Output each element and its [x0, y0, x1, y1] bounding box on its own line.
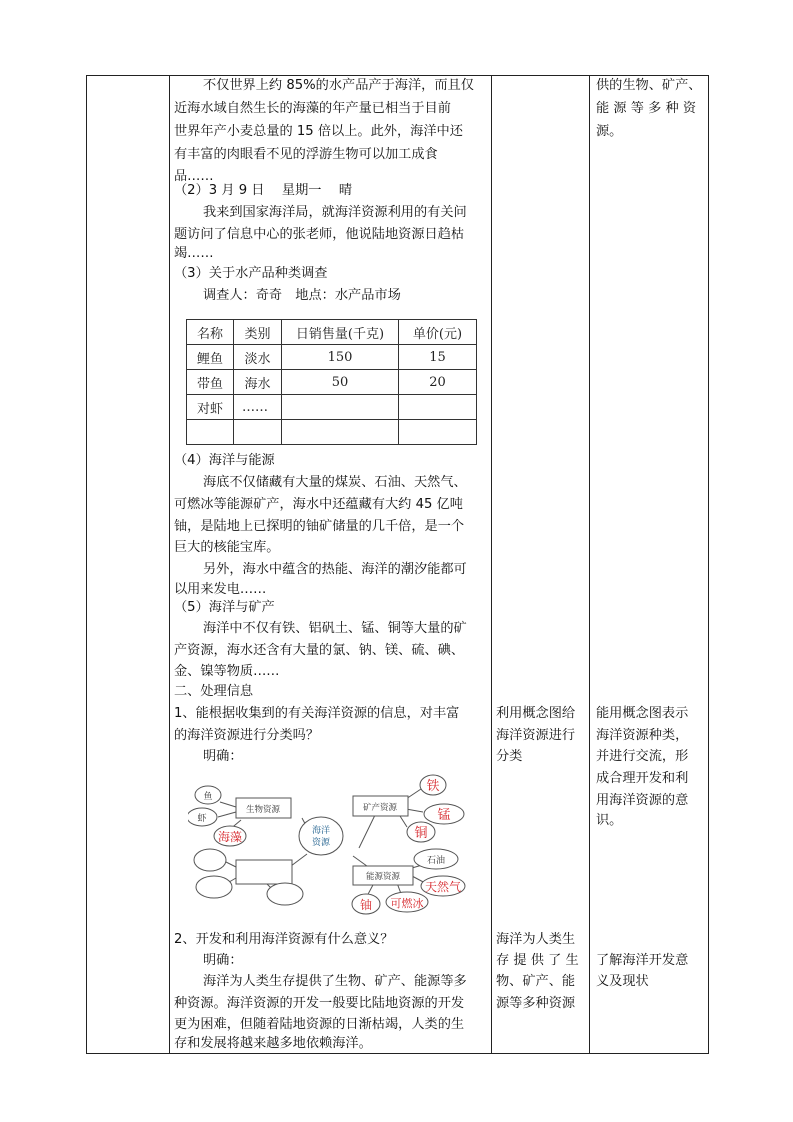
- table-cell: 鲤鱼: [187, 345, 234, 370]
- text-line: 我来到国家海洋局，就海洋资源利用的有关问: [203, 205, 467, 220]
- text-line: 巨大的核能宝库。: [174, 540, 280, 555]
- intent-line: 能用概念图表示: [596, 706, 689, 721]
- combustible-ice-label: 可燃冰: [390, 897, 424, 910]
- table-cell: 海水: [234, 370, 282, 395]
- table-cell: [282, 420, 399, 445]
- intent-line: 成合理开发和利: [596, 771, 689, 786]
- intent-line: 供的生物、矿产、: [596, 78, 702, 93]
- center-label: 海洋: [311, 826, 331, 836]
- iron-label: 铁: [426, 779, 440, 794]
- activity-line: 海洋资源进行: [496, 728, 576, 743]
- bio-resources-label: 生物资源: [245, 805, 281, 815]
- text-line: 题访问了信息中心的张老师，他说陆地资源日趋枯: [174, 227, 465, 242]
- text-line: 铀，是陆地上已探明的铀矿储量的几千倍，是一个: [174, 519, 465, 534]
- activity-line: 海洋为人类生: [496, 932, 576, 947]
- table-cell: 带鱼: [187, 370, 234, 395]
- section-heading: （5）海洋与矿产: [174, 600, 275, 615]
- manganese-label: 锰: [437, 808, 451, 823]
- table-cell: [399, 420, 477, 445]
- activity-line: 分类: [496, 749, 523, 764]
- text-line: 海洋为人类生存提供了生物、矿产、能源等多: [203, 974, 467, 989]
- text-line: 竭……: [174, 246, 214, 261]
- column-header: 名称: [187, 320, 234, 345]
- table-cell: ……: [234, 395, 282, 420]
- text-line: 品……: [174, 169, 214, 184]
- answer-label: 明确：: [203, 749, 243, 764]
- seaweed-label: 海藻: [217, 830, 243, 844]
- copper-label: 铜: [414, 826, 428, 841]
- text-line: 可燃冰等能源矿产，海水中还蕴藏有大约 45 亿吨: [174, 497, 463, 512]
- text-line: 世界年产小麦总量的 15 倍以上。此外，海洋中还: [174, 124, 463, 139]
- text-line: 产资源，海水还含有大量的氯、钠、镁、硫、碘、: [174, 643, 465, 658]
- table-header-row: [187, 320, 477, 345]
- column-divider: [169, 76, 170, 1053]
- text-line: 金、镍等物质……: [174, 664, 280, 679]
- text-line: 调查人：奇奇 地点：水产品市场: [203, 288, 401, 303]
- intent-line: 海洋资源种类，: [596, 728, 689, 743]
- question-line: 2、开发和利用海洋资源有什么意义？: [174, 932, 394, 947]
- activity-line: 源等多种资源: [496, 996, 576, 1011]
- intent-line: 了解海洋开发意: [596, 953, 689, 968]
- table-cell: 15: [399, 345, 477, 370]
- column-header: 类别: [234, 320, 282, 345]
- aquatic-survey-table: [186, 319, 477, 445]
- text-line: 种资源。海洋资源的开发一般要比陆地资源的开发: [174, 996, 465, 1011]
- table-cell: [234, 420, 282, 445]
- text-line: 海洋中不仅有铁、铝矾土、锰、铜等大量的矿: [203, 621, 467, 636]
- intent-line: 源。: [596, 124, 623, 139]
- text-line: 更为困难，但随着陆地资源的日渐枯竭，人类的生: [174, 1017, 465, 1032]
- table-cell: 150: [282, 345, 399, 370]
- column-divider: [491, 76, 492, 1053]
- intent-line: 义及现状: [596, 974, 649, 989]
- column-divider: [589, 76, 590, 1053]
- column-header: 单价(元): [399, 320, 477, 345]
- activity-line: 利用概念图给: [496, 706, 576, 721]
- section-heading: （3）关于水产品种类调查: [174, 266, 328, 281]
- table-cell: [282, 395, 399, 420]
- part-heading: 二、处理信息: [174, 684, 254, 699]
- section-heading: （2）3 月 9 日 星期一 晴: [174, 183, 353, 198]
- table-cell: 对虾: [187, 395, 234, 420]
- table-cell: [187, 420, 234, 445]
- table-row: [187, 420, 477, 445]
- activity-line: 存 提 供 了 生: [496, 953, 579, 968]
- table-row: [187, 345, 477, 370]
- text-line: 海底不仅储藏有大量的煤炭、石油、天然气、: [203, 475, 467, 490]
- text-line: 有丰富的肉眼看不见的浮游生物可以加工成食: [174, 147, 438, 162]
- question-line: 1、能根据收集到的有关海洋资源的信息，对丰富: [174, 706, 460, 721]
- center-label: 资源: [311, 838, 331, 848]
- oil-label: 石油: [426, 856, 446, 866]
- table-cell: 20: [399, 370, 477, 395]
- intent-line: 用海洋资源的意: [596, 793, 689, 808]
- answer-label: 明确：: [203, 953, 243, 968]
- activity-line: 物、矿产、能: [496, 974, 576, 989]
- table-cell: 50: [282, 370, 399, 395]
- text-line: 另外，海水中蕴含的热能、海洋的潮汐能都可: [203, 562, 467, 577]
- energy-resources-label: 能源资源: [365, 872, 401, 882]
- table-cell: [399, 395, 477, 420]
- column-header: 日销售量(千克): [282, 320, 399, 345]
- intent-line: 并进行交流，形: [596, 749, 689, 764]
- text-line: 以用来发电……: [174, 582, 267, 597]
- fish-label: 鱼: [203, 792, 213, 802]
- question-line: 的海洋资源进行分类吗？: [174, 728, 320, 743]
- shrimp-label: 虾: [197, 814, 207, 824]
- text-line: 存和发展将越来越多地依赖海洋。: [174, 1036, 372, 1051]
- table-row: [187, 370, 477, 395]
- text-line: 近海水域自然生长的海藻的年产量已相当于目前: [174, 101, 451, 116]
- mineral-resources-label: 矿产资源: [362, 803, 398, 813]
- ocean-resources-concept-map: [188, 770, 478, 920]
- section-heading: （4）海洋与能源: [174, 453, 275, 468]
- table-row: [187, 395, 477, 420]
- natural-gas-label: 天然气: [424, 880, 462, 894]
- uranium-label: 铀: [359, 898, 373, 912]
- intent-line: 识。: [596, 813, 623, 828]
- table-cell: 淡水: [234, 345, 282, 370]
- text-line: 不仅世界上约 85%的水产品产于海洋，而且仅: [203, 78, 474, 93]
- intent-line: 能 源 等 多 种 资: [596, 101, 697, 116]
